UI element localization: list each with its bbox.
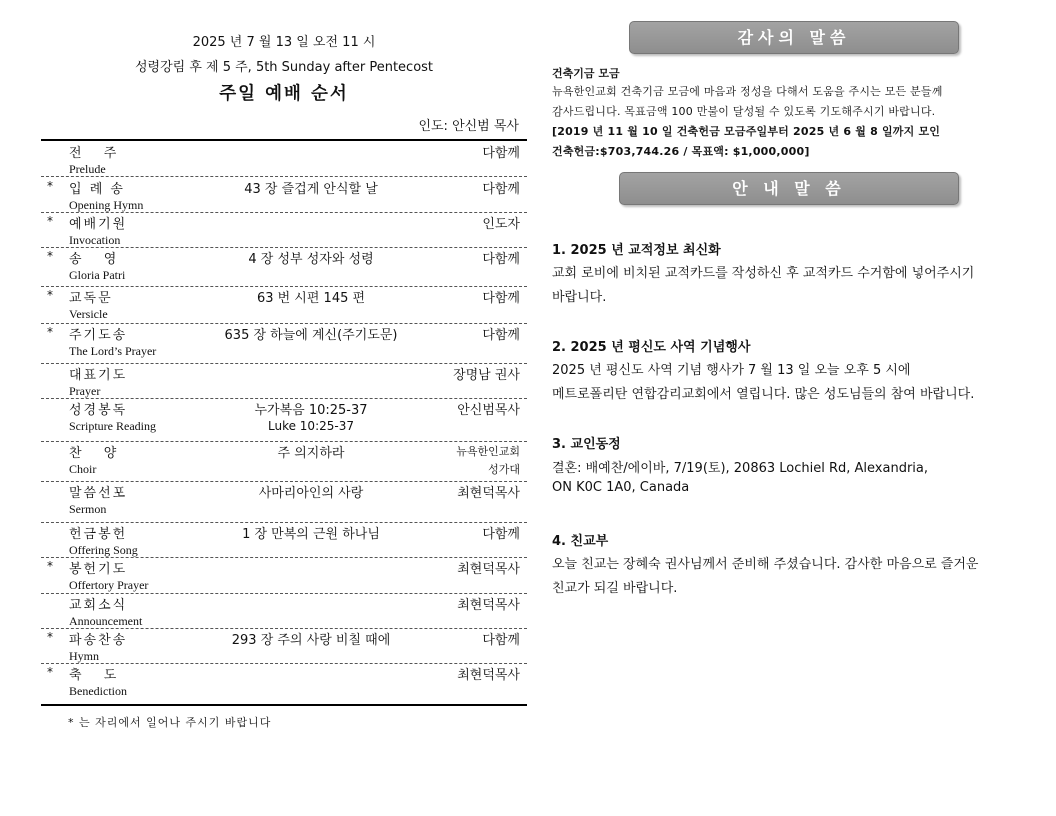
order-item-korean: 말씀선포 — [69, 486, 128, 501]
order-item-english: Sermon — [69, 502, 107, 516]
order-row — [41, 593, 527, 629]
order-item-leader: 다함께 — [482, 527, 520, 542]
order-item-leader: 최현덕목사 — [457, 562, 520, 577]
order-row — [41, 286, 527, 324]
standing-mark: * — [47, 249, 53, 263]
order-item-english: Invocation — [69, 233, 121, 247]
order-item-leader: 장명남 권사 — [453, 368, 520, 383]
order-item-korean: 송 영 — [69, 252, 126, 267]
notice-title: 1. 2025 년 교적정보 최신화 — [552, 243, 721, 258]
order-item-leader-sub: 성가대 — [488, 463, 520, 476]
notice-text: ON K0C 1A0, Canada — [552, 480, 690, 495]
order-row — [41, 212, 527, 248]
building-fund-text: 감사드립니다. 목표금액 100 만불이 달성될 수 있도록 기도해주시기 바랍니다. — [552, 105, 936, 118]
standing-mark: * — [47, 665, 53, 679]
notices-banner: 안 내 말 씀 — [619, 172, 959, 205]
order-item-leader: 안신범목사 — [457, 403, 520, 418]
order-row — [41, 441, 527, 482]
order-row — [41, 323, 527, 364]
order-item-korean: 전 주 — [69, 146, 126, 161]
order-row — [41, 481, 527, 523]
notice-text: 2025 년 평신도 사역 기념 행사가 7 월 13 일 오늘 오후 5 시에 — [552, 363, 911, 378]
order-item-english: Choir — [69, 462, 97, 476]
building-fund-text: 뉴욕한인교회 건축기금 모금에 마음과 정성을 다해서 도움을 주시는 모든 분들께 — [552, 85, 943, 98]
order-row — [41, 141, 527, 177]
standing-mark: * — [47, 559, 53, 573]
order-row — [41, 628, 527, 664]
order-row — [41, 177, 527, 213]
order-item-english: Prelude — [69, 162, 106, 176]
order-item-detail: 635 장 하늘에 계신(주기도문) — [224, 328, 398, 343]
building-fund-title: 건축기금 모금 — [552, 67, 620, 80]
order-item-korean: 파송찬송 — [69, 633, 128, 648]
order-item-english: Announcement — [69, 614, 143, 628]
order-item-detail: 1 장 만복의 근원 하나님 — [242, 527, 380, 542]
notice-text: 교회 로비에 비치된 교적카드를 작성하신 후 교적카드 수거함에 넣어주시기 — [552, 266, 975, 281]
notice-text: 오늘 친교는 장혜숙 권사님께서 준비해 주셨습니다. 감사한 마음으로 즐거운 — [552, 557, 979, 572]
order-item-korean: 축 도 — [69, 668, 126, 683]
order-item-korean: 성경봉독 — [69, 403, 128, 418]
order-item-english: Prayer — [69, 384, 101, 398]
order-item-detail: 43 장 즐겁게 안식할 날 — [244, 182, 378, 197]
service-date: 2025 년 7 월 13 일 오전 11 시 — [192, 35, 376, 50]
order-item-leader: 최현덕목사 — [457, 598, 520, 613]
order-item-leader: 최현덕목사 — [457, 486, 520, 501]
order-item-detail: 사마리아인의 사랑 — [258, 486, 364, 501]
order-item-leader: 뉴욕한인교회 — [456, 445, 520, 458]
order-item-leader: 다함께 — [482, 291, 520, 306]
page-title: 주일 예배 순서 — [219, 84, 349, 104]
standing-mark: * — [47, 214, 53, 228]
order-item-english: Benediction — [69, 684, 127, 698]
order-row — [41, 663, 527, 701]
order-item-detail: 4 장 성부 성자와 성령 — [248, 252, 374, 267]
order-item-english: Offering Song — [69, 543, 138, 557]
order-item-english: Hymn — [69, 649, 99, 663]
order-item-leader: 다함께 — [482, 182, 520, 197]
order-item-english: Scripture Reading — [69, 419, 156, 433]
order-item-leader: 인도자 — [482, 217, 520, 232]
order-item-english: Offertory Prayer — [69, 578, 149, 592]
notice-title: 4. 친교부 — [552, 534, 609, 549]
order-item-leader: 다함께 — [482, 252, 520, 267]
notice-text: 친교가 되길 바랍니다. — [552, 581, 678, 596]
notice-text: 결혼: 배예찬/에이바, 7/19(토), 20863 Lochiel Rd, Alexandria, — [552, 461, 929, 476]
order-item-english: The Lord’s Prayer — [69, 344, 157, 358]
order-item-korean: 헌금봉헌 — [69, 527, 128, 542]
building-fund-period: [2019 년 11 월 10 일 건축헌금 모금주일부터 2025 년 6 월 8 일까지 모인 — [552, 125, 941, 138]
building-fund-amount: 건축헌금:$703,744.26 / 목표액: $1,000,000] — [552, 145, 810, 158]
notice-title: 2. 2025 년 평신도 사역 기념행사 — [552, 340, 751, 355]
table-bottom-rule — [41, 704, 527, 706]
order-row — [41, 363, 527, 399]
order-row — [41, 557, 527, 594]
order-item-korean: 교독문 — [69, 291, 113, 306]
order-item-detail-sub: Luke 10:25-37 — [268, 419, 354, 433]
order-row — [41, 398, 527, 442]
order-item-korean: 찬 양 — [69, 446, 126, 461]
order-item-korean: 주기도송 — [69, 328, 128, 343]
order-item-detail: 293 장 주의 사랑 비칠 때에 — [231, 633, 391, 648]
order-item-korean: 입 례 송 — [69, 182, 125, 197]
order-item-korean: 봉헌기도 — [69, 562, 128, 577]
liturgical-season: 성령강림 후 제 5 주, 5th Sunday after Pentecost — [134, 60, 434, 75]
order-item-detail: 63 번 시편 145 편 — [256, 291, 366, 306]
order-item-leader: 다함께 — [482, 328, 520, 343]
order-row — [41, 247, 527, 287]
order-item-english: Versicle — [69, 307, 108, 321]
order-row — [41, 522, 527, 558]
notice-text: 메트로폴리탄 연합감리교회에서 열립니다. 많은 성도님들의 참여 바랍니다. — [552, 387, 975, 402]
order-item-leader: 최현덕목사 — [457, 668, 520, 683]
order-item-english: Gloria Patri — [69, 268, 126, 282]
order-item-leader: 다함께 — [482, 633, 520, 648]
standing-mark: * — [47, 630, 53, 644]
order-item-english: Opening Hymn — [69, 198, 144, 212]
service-leader: 인도: 안신범 목사 — [418, 119, 519, 134]
order-item-detail: 주 의지하라 — [277, 446, 345, 461]
notice-title: 3. 교인동정 — [552, 437, 621, 452]
standing-footnote: * 는 자리에서 일어나 주시기 바랍니다 — [68, 716, 272, 729]
order-item-korean: 교회소식 — [69, 598, 128, 613]
standing-mark: * — [47, 179, 53, 193]
standing-mark: * — [47, 288, 53, 302]
standing-mark: * — [47, 325, 53, 339]
order-item-korean: 대표기도 — [69, 368, 128, 383]
thanks-banner: 감사의 말씀 — [629, 21, 959, 54]
order-item-leader: 다함께 — [482, 146, 520, 161]
order-item-detail: 누가복음 10:25-37 — [254, 403, 368, 418]
order-item-korean: 예배기원 — [69, 217, 128, 232]
notice-text: 바랍니다. — [552, 290, 607, 305]
